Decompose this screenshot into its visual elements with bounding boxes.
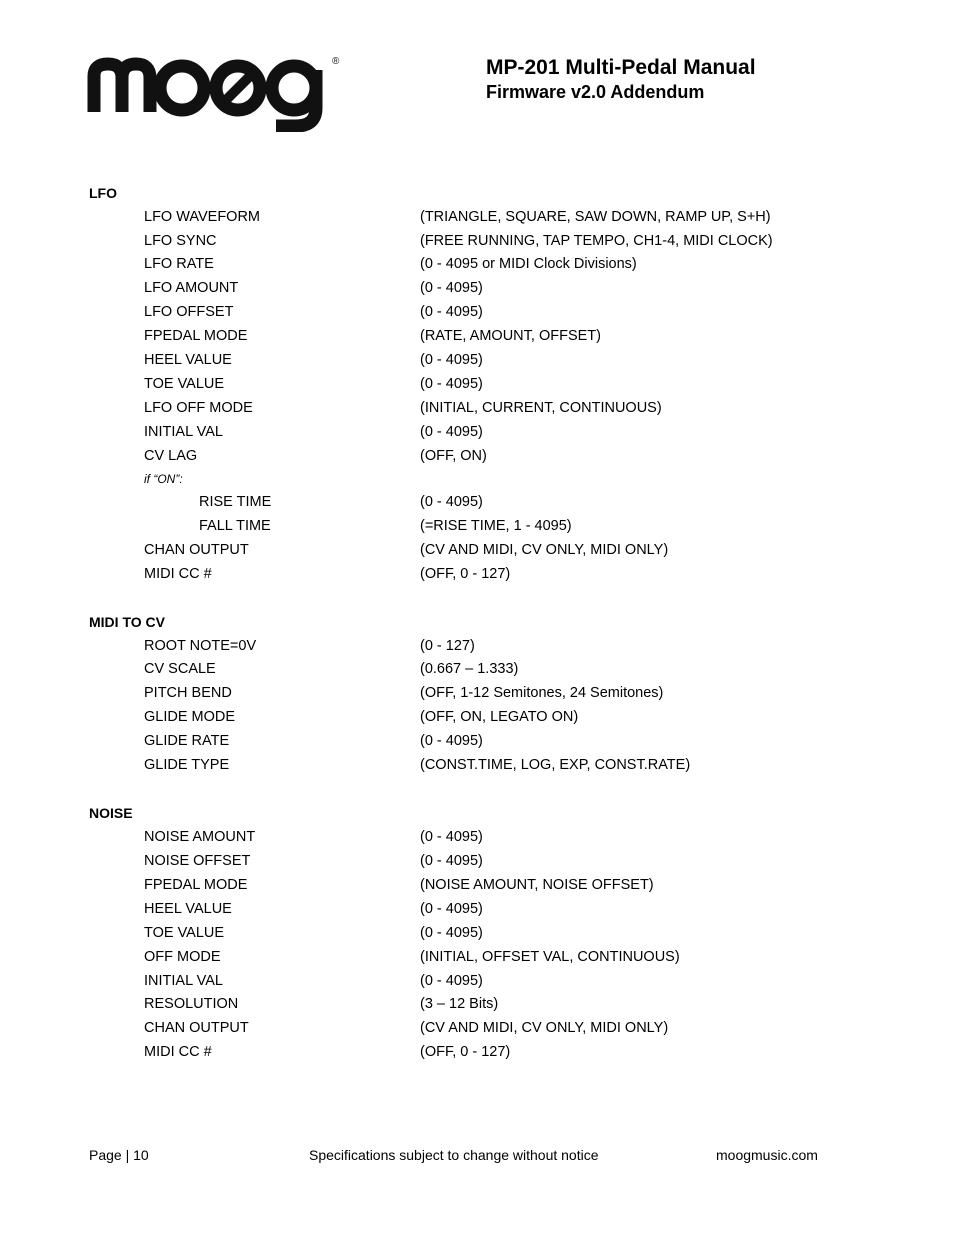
param-range: (OFF, 0 - 127)	[420, 566, 511, 582]
param-row	[0, 351, 954, 371]
param-range: (3 – 12 Bits)	[420, 996, 499, 1012]
param-range: (FREE RUNNING, TAP TEMPO, CH1-4, MIDI CLOCK)	[420, 233, 773, 249]
param-label: CV LAG	[144, 448, 198, 464]
param-label: RISE TIME	[199, 494, 272, 510]
param-row	[0, 232, 954, 252]
param-row	[0, 684, 954, 704]
document-subtitle: Firmware v2.0 Addendum	[486, 82, 705, 102]
param-range: (0 - 4095)	[420, 733, 483, 749]
param-row	[0, 995, 954, 1015]
svg-text:®: ®	[332, 56, 340, 67]
param-range: (0 - 4095)	[420, 853, 483, 869]
param-range: (0 - 4095)	[420, 376, 483, 392]
param-row	[0, 732, 954, 752]
param-range: (OFF, 1-12 Semitones, 24 Semitones)	[420, 685, 664, 701]
param-range: (0 - 4095)	[420, 494, 483, 510]
param-row	[0, 708, 954, 728]
param-row	[0, 517, 954, 537]
param-row	[0, 493, 954, 513]
param-label: GLIDE TYPE	[144, 757, 230, 773]
param-range: (INITIAL, OFFSET VAL, CONTINUOUS)	[420, 949, 680, 965]
param-range: (0 - 4095)	[420, 925, 483, 941]
param-label: FPEDAL MODE	[144, 328, 248, 344]
param-label: INITIAL VAL	[144, 424, 223, 440]
param-row	[0, 447, 954, 467]
param-row	[0, 852, 954, 872]
param-label: LFO RATE	[144, 256, 214, 272]
param-range: (OFF, ON, LEGATO ON)	[420, 709, 579, 725]
param-row	[0, 541, 954, 561]
param-label: TOE VALUE	[144, 925, 225, 941]
param-label: LFO WAVEFORM	[144, 209, 260, 225]
param-label: MIDI CC #	[144, 566, 212, 582]
param-row	[0, 375, 954, 395]
conditional-note-row	[0, 470, 954, 490]
page-number: Page | 10	[89, 1147, 149, 1163]
param-label: FPEDAL MODE	[144, 877, 248, 893]
param-range: (NOISE AMOUNT, NOISE OFFSET)	[420, 877, 654, 893]
param-range: (CV AND MIDI, CV ONLY, MIDI ONLY)	[420, 542, 669, 558]
param-range: (CONST.TIME, LOG, EXP, CONST.RATE)	[420, 757, 691, 773]
param-range: (0 - 4095)	[420, 304, 483, 320]
param-range: (OFF, ON)	[420, 448, 487, 464]
param-row	[0, 972, 954, 992]
param-label: HEEL VALUE	[144, 352, 232, 368]
param-range: (OFF, 0 - 127)	[420, 1044, 511, 1060]
param-range: (INITIAL, CURRENT, CONTINUOUS)	[420, 400, 662, 416]
param-range: (TRIANGLE, SQUARE, SAW DOWN, RAMP UP, S+H)	[420, 209, 771, 225]
param-range: (0.667 – 1.333)	[420, 661, 519, 677]
param-row	[0, 208, 954, 228]
param-row	[0, 637, 954, 657]
param-range: (0 - 127)	[420, 638, 475, 654]
param-row	[0, 660, 954, 680]
param-row	[0, 924, 954, 944]
param-label: GLIDE RATE	[144, 733, 230, 749]
section-title: LFO	[89, 185, 117, 201]
param-range: (0 - 4095)	[420, 280, 483, 296]
param-range: (=RISE TIME, 1 - 4095)	[420, 518, 572, 534]
param-row	[0, 900, 954, 920]
param-row	[0, 423, 954, 443]
param-label: MIDI CC #	[144, 1044, 212, 1060]
param-range: (CV AND MIDI, CV ONLY, MIDI ONLY)	[420, 1020, 669, 1036]
param-label: RESOLUTION	[144, 996, 239, 1012]
param-range: (0 - 4095)	[420, 424, 483, 440]
param-label: LFO OFFSET	[144, 304, 234, 320]
param-range: (0 - 4095)	[420, 973, 483, 989]
param-label: CV SCALE	[144, 661, 216, 677]
param-range: (RATE, AMOUNT, OFFSET)	[420, 328, 601, 344]
param-label: TOE VALUE	[144, 376, 225, 392]
param-label: GLIDE MODE	[144, 709, 236, 725]
document-title: MP-201 Multi-Pedal Manual	[486, 56, 756, 79]
param-label: NOISE AMOUNT	[144, 829, 256, 845]
param-row	[0, 1043, 954, 1063]
moog-logo	[86, 52, 342, 132]
section-title: MIDI TO CV	[89, 614, 165, 630]
param-label: LFO AMOUNT	[144, 280, 239, 296]
param-label: CHAN OUTPUT	[144, 1020, 249, 1036]
param-label: LFO SYNC	[144, 233, 217, 249]
footer-website: moogmusic.com	[716, 1147, 818, 1163]
param-row	[0, 303, 954, 323]
param-label: HEEL VALUE	[144, 901, 232, 917]
param-row	[0, 327, 954, 347]
param-row	[0, 876, 954, 896]
conditional-note: if “ON”:	[144, 472, 183, 486]
param-row	[0, 948, 954, 968]
param-label: LFO OFF MODE	[144, 400, 253, 416]
param-label: NOISE OFFSET	[144, 853, 251, 869]
param-row	[0, 828, 954, 848]
param-range: (0 - 4095 or MIDI Clock Divisions)	[420, 256, 637, 272]
param-label: OFF MODE	[144, 949, 221, 965]
param-label: INITIAL VAL	[144, 973, 223, 989]
param-label: FALL TIME	[199, 518, 271, 534]
param-row	[0, 279, 954, 299]
param-label: ROOT NOTE=0V	[144, 638, 257, 654]
param-label: PITCH BEND	[144, 685, 232, 701]
param-label: CHAN OUTPUT	[144, 542, 249, 558]
param-range: (0 - 4095)	[420, 352, 483, 368]
param-row	[0, 399, 954, 419]
param-row	[0, 565, 954, 585]
footer-notice: Specifications subject to change without notice	[309, 1147, 599, 1163]
param-range: (0 - 4095)	[420, 829, 483, 845]
param-range: (0 - 4095)	[420, 901, 483, 917]
section-title: NOISE	[89, 805, 133, 821]
param-row	[0, 1019, 954, 1039]
param-row	[0, 756, 954, 776]
param-row	[0, 255, 954, 275]
